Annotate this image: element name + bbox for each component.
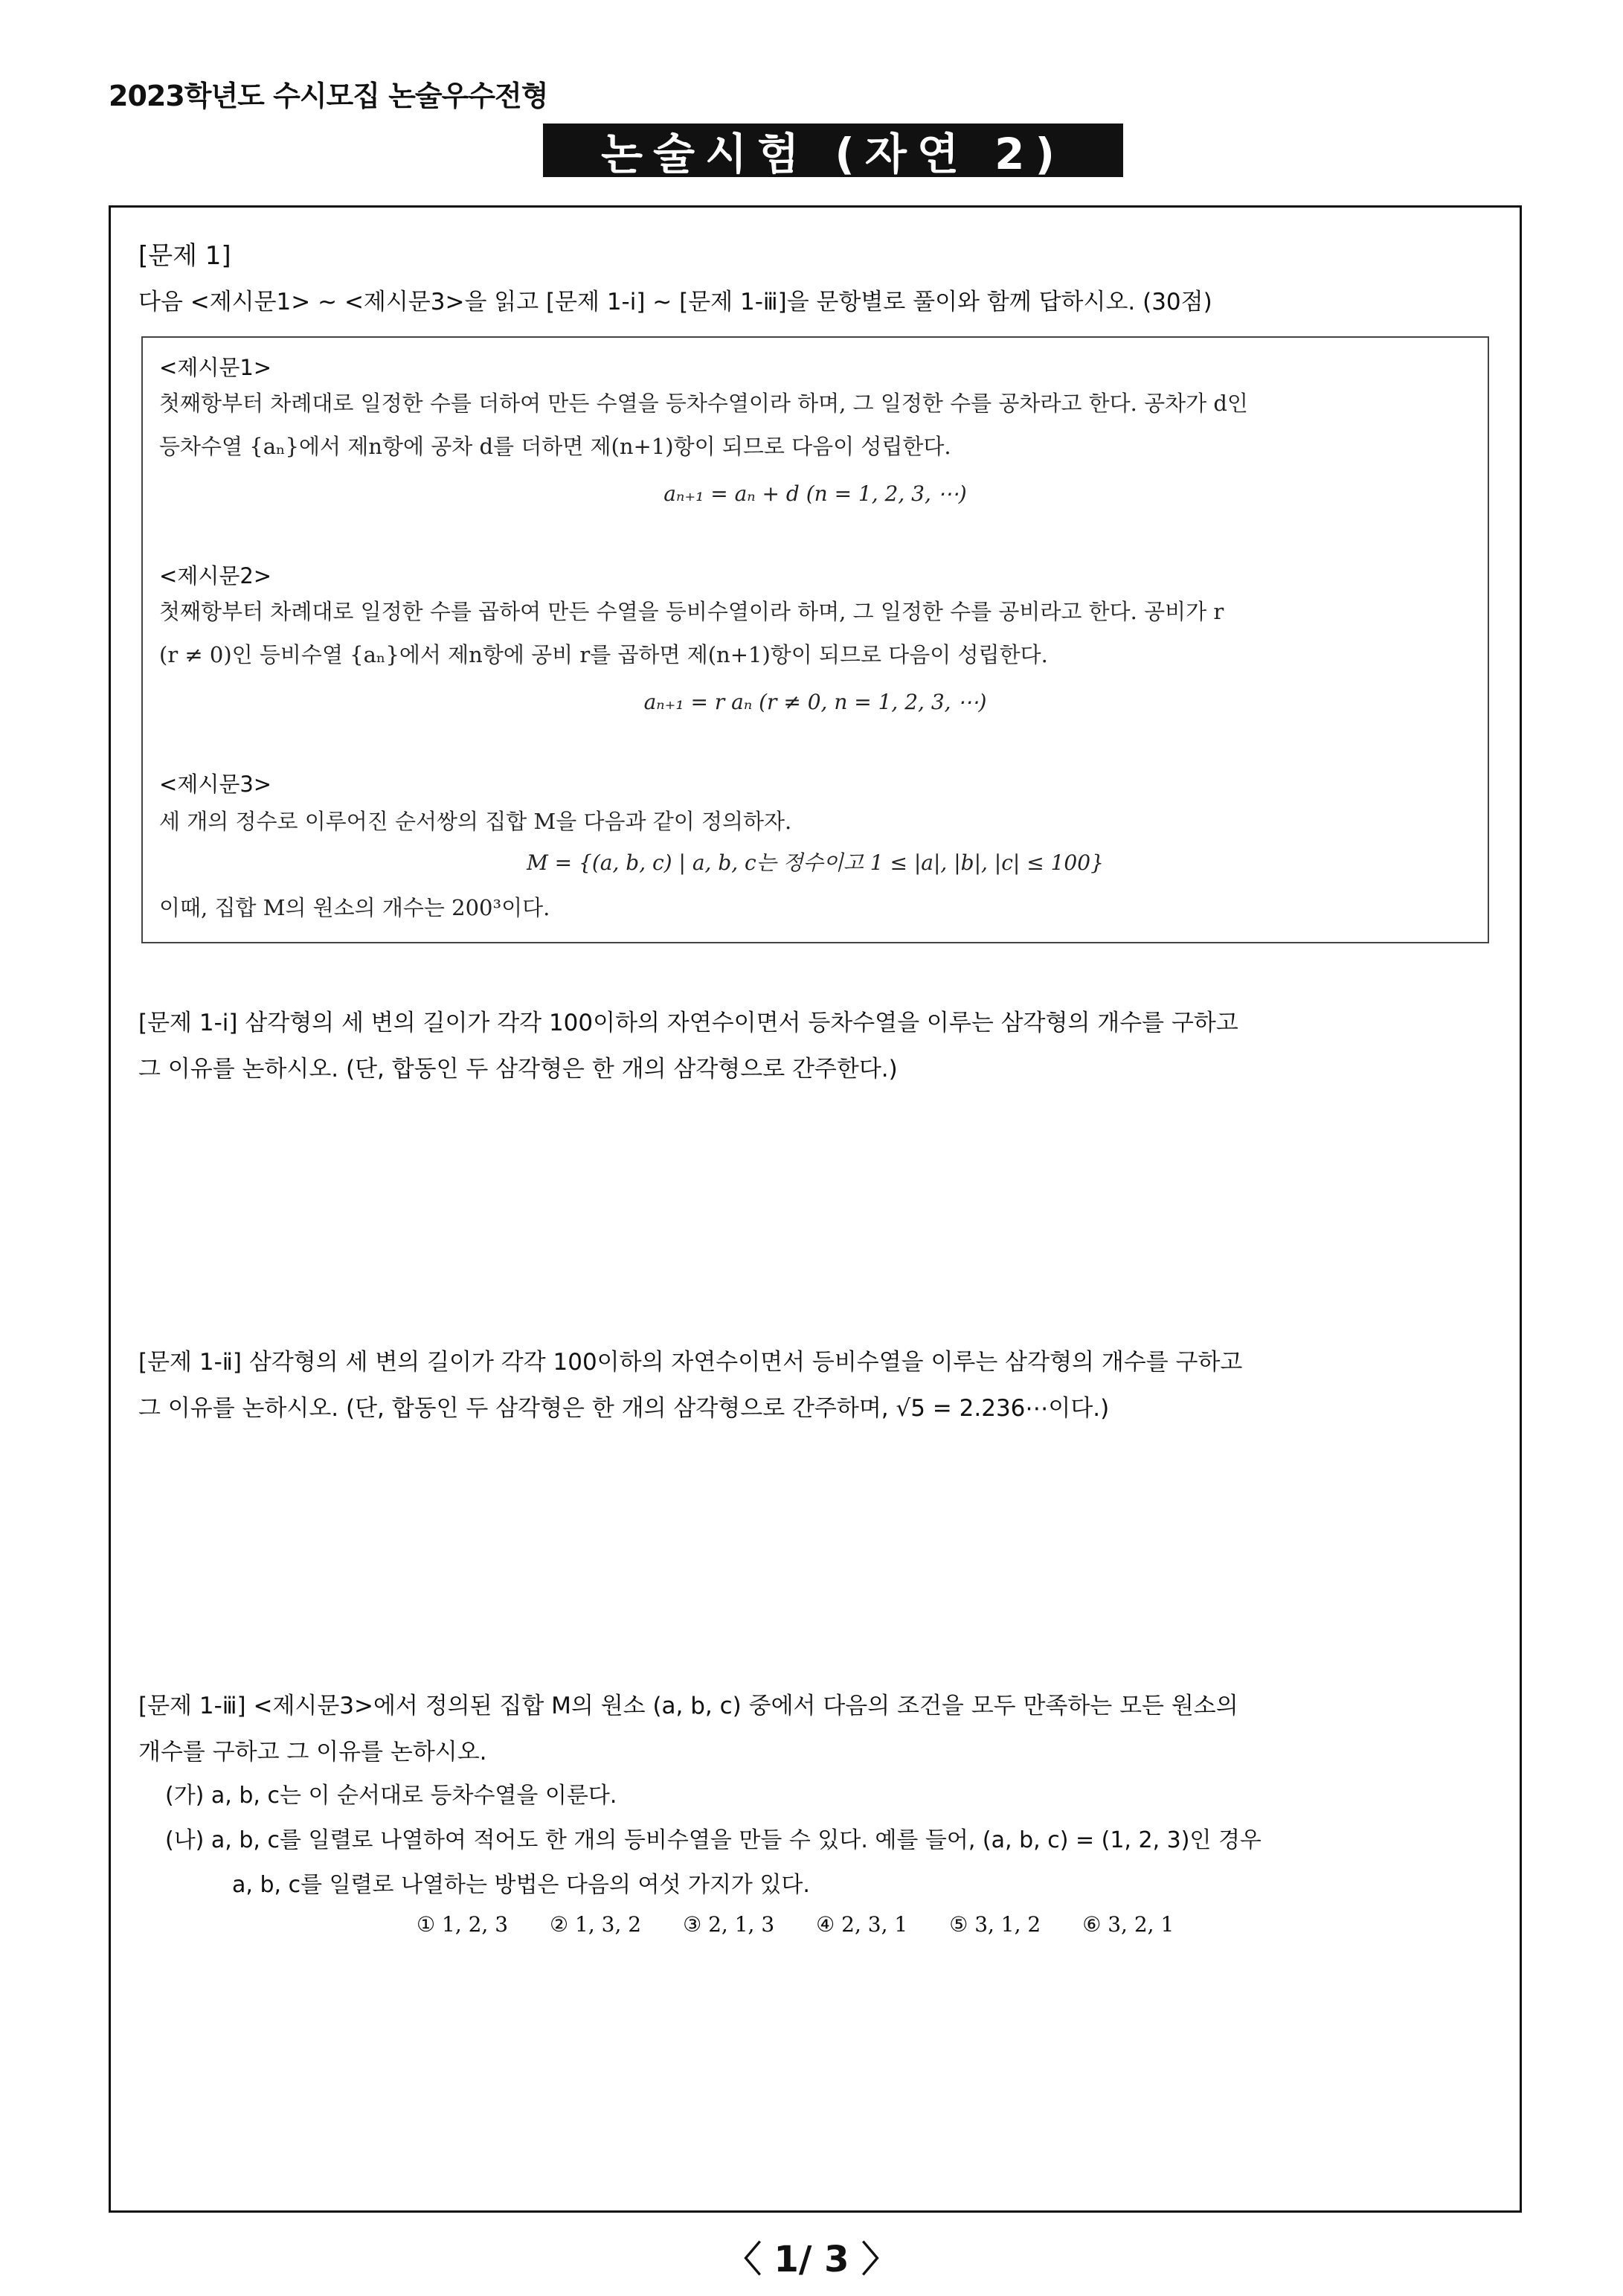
passage3-title: <제시문3> — [159, 772, 272, 797]
passage1-title: <제시문1> — [159, 355, 272, 380]
passage1-line1: 첫째항부터 차례대로 일정한 수를 더하여 만든 수열을 등차수열이라 하며, 그 일정한 수를 공차라고 한다. 공차가 d인 — [159, 391, 1248, 416]
passage2-formula: aₙ₊₁ = r aₙ (r ≠ 0, n = 1, 2, 3, ⋯) — [643, 690, 987, 714]
choice-6: ⑥ 3, 2, 1 — [1082, 1912, 1174, 1937]
problem-1-i-tag: [문제 1-ⅰ] — [138, 1010, 238, 1036]
problem-1-iii-line1: <제시문3>에서 정의된 집합 M의 원소 (a, b, c) 중에서 다음의 조건을 모두 만족하는 모든 원소의 — [253, 1693, 1238, 1719]
problem-1-ii-line1: 삼각형의 세 변의 길이가 각각 100이하의 자연수이면서 등비수열을 이루는 삼각형의 개수를 구하고 — [248, 1349, 1243, 1376]
problem-1-ii-line2: 그 이유를 논하시오. (단, 합동인 두 삼각형은 한 개의 삼각형으로 간주하며, √5 = 2.236⋯이다.) — [138, 1395, 1110, 1422]
passage3-formula: M = {(a, b, c) | a, b, c는 정수이고 1 ≤ |a|, |b|, |c| ≤ 100} — [527, 850, 1104, 875]
permutation-list — [417, 1912, 1309, 1937]
passage2-line2: (r ≠ 0)인 등비수열 {aₙ}에서 제n항에 공비 r를 곱하면 제(n+1)항이 되므로 다음이 성립한다. — [159, 642, 1048, 667]
page-number: 〈 1/ 3 〉 — [725, 2239, 898, 2280]
question-instruction: 다음 <제시문1> ~ <제시문3>을 읽고 [문제 1-ⅰ] ~ [문제 1-ⅲ]을 문항별로 풀이와 함께 답하시오. (30점) — [138, 289, 1212, 315]
condition-na-line1: (나) a, b, c를 일렬로 나열하여 적어도 한 개의 등비수열을 만들 수 있다. 예를 들어, (a, b, c) = (1, 2, 3)인 경우 — [165, 1827, 1262, 1853]
choice-1: ① 1, 2, 3 — [417, 1912, 509, 1937]
choice-2: ② 1, 3, 2 — [550, 1912, 642, 1937]
condition-na-line2: a, b, c를 일렬로 나열하는 방법은 다음의 여섯 가지가 있다. — [232, 1872, 810, 1898]
exam-title: 논술시험 (자연 2) — [543, 124, 1123, 177]
passage3-line1: 세 개의 정수로 이루어진 순서쌍의 집합 M을 다음과 같이 정의하자. — [159, 809, 792, 834]
passage3-line2: 이때, 집합 M의 원소의 개수는 200³이다. — [159, 895, 550, 920]
choice-3: ③ 2, 1, 3 — [683, 1912, 775, 1937]
problem-1-iii-line2: 개수를 구하고 그 이유를 논하시오. — [138, 1739, 487, 1766]
passage2-line1: 첫째항부터 차례대로 일정한 수를 곱하여 만든 수열을 등비수열이라 하며, 그 일정한 수를 공비라고 한다. 공비가 r — [159, 599, 1224, 624]
condition-ga: (가) a, b, c는 이 순서대로 등차수열을 이룬다. — [165, 1783, 617, 1809]
problem-1-iii — [138, 1683, 1500, 1775]
problem-1-ii — [138, 1339, 1500, 1431]
passage1-line2: 등차수열 {aₙ}에서 제n항에 공차 d를 더하면 제(n+1)항이 되므로 다음이 성립한다. — [159, 434, 951, 459]
question-label: [문제 1] — [138, 241, 231, 271]
problem-1-ii-tag: [문제 1-ⅱ] — [138, 1349, 242, 1376]
passage1-formula: aₙ₊₁ = aₙ + d (n = 1, 2, 3, ⋯) — [663, 481, 967, 506]
passage2-title: <제시문2> — [159, 563, 272, 589]
problem-1-iii-tag: [문제 1-ⅲ] — [138, 1693, 246, 1719]
choice-4: ④ 2, 3, 1 — [816, 1912, 908, 1937]
exam-header: 2023학년도 수시모집 논술우수전형 — [109, 80, 548, 112]
problem-1-i — [138, 1000, 1500, 1092]
problem-1-i-line1: 삼각형의 세 변의 길이가 각각 100이하의 자연수이면서 등차수열을 이루는 삼각형의 개수를 구하고 — [245, 1010, 1238, 1036]
choice-5: ⑤ 3, 1, 2 — [949, 1912, 1041, 1937]
problem-1-i-line2: 그 이유를 논하시오. (단, 합동인 두 삼각형은 한 개의 삼각형으로 간주한다.) — [138, 1056, 898, 1083]
